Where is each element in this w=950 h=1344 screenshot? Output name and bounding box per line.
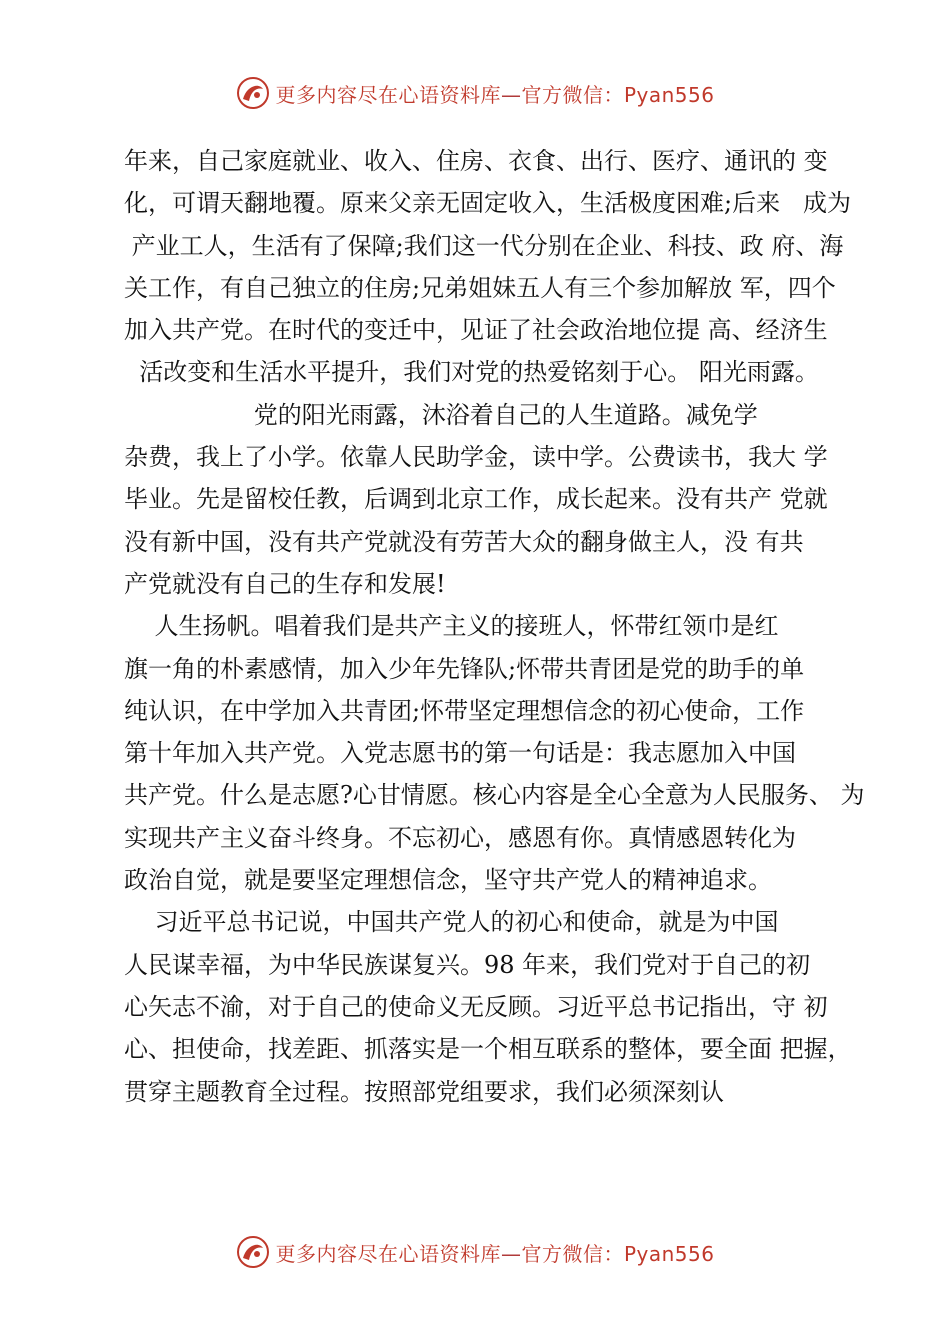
text-line: 心、担使命，找差距、抓落实是一个相互联系的整体，要全面 把握， <box>124 1035 852 1064</box>
text-line: 加入共产党。在时代的变迁中，见证了社会政治地位提 高、经济生 <box>124 316 828 345</box>
text-line: 实现共产主义奋斗终身。不忘初心，感恩有你。真情感恩转化为 <box>124 823 796 852</box>
text-line: 政治自觉，就是要坚定理想信念，坚守共产党人的精神追求。 <box>124 866 772 895</box>
text-line: 关工作，有自己独立的住房;兄弟姐妹五人有三个参加解放 军，四个 <box>124 273 836 302</box>
logo-icon <box>235 1234 271 1270</box>
text-line: 产党就没有自己的生存和发展! <box>124 569 446 598</box>
banner-separator: — <box>500 1241 522 1266</box>
text-line: 旗一角的朴素感情，加入少年先锋队;怀带共青团是党的助手的单 <box>124 654 805 683</box>
document-body <box>124 140 865 1113</box>
footer-banner <box>0 1232 950 1272</box>
text-line: 活改变和生活水平提升，我们对党的热爱铭刻于心。 阳光雨露。 <box>124 358 819 387</box>
text-line: 化，可谓天翻地覆。原来父亲无固定收入，生活极度困难;后来 成为 <box>124 189 851 218</box>
text-line: 杂费，我上了小学。依靠人民助学金，读中学。公费读书，我大 学 <box>124 443 828 472</box>
text-line: 毕业。先是留校任教，后调到北京工作，成长起来。没有共产 党就 <box>124 485 828 514</box>
banner-brand: 更多内容尽在心语资料库 <box>275 1241 501 1266</box>
banner-wechat: 官方微信：Pyan556 <box>521 82 715 107</box>
banner-brand: 更多内容尽在心语资料库 <box>275 82 501 107</box>
header-banner <box>0 73 950 113</box>
banner-wechat: 官方微信：Pyan556 <box>521 1241 715 1266</box>
text-line: 没有新中国，没有共产党就没有劳苦大众的翻身做主人，没 有共 <box>124 527 804 556</box>
banner-separator: — <box>500 82 522 107</box>
text-line: 第十年加入共产党。入党志愿书的第一句话是：我志愿加入中国 <box>124 739 796 768</box>
text-line: 产业工人，生活有了保障;我们这一代分别在企业、科技、政 府、海 <box>124 231 844 260</box>
text-line: 共产党。什么是志愿?心甘情愿。核心内容是全心全意为人民服务、 为 <box>124 781 865 810</box>
banner-text <box>275 79 714 108</box>
text-line: 心矢志不渝，对于自己的使命义无反顾。习近平总书记指出，守 初 <box>124 992 828 1021</box>
text-line: 贯穿主题教育全过程。按照部党组要求，我们必须深刻认 <box>124 1077 724 1106</box>
logo-icon <box>235 75 271 111</box>
text-line: 人生扬帆。唱着我们是共产主义的接班人，怀带红领巾是红 <box>124 612 779 641</box>
text-line: 纯认识，在中学加入共青团;怀带坚定理想信念的初心使命，工作 <box>124 696 805 725</box>
banner-text <box>275 1238 714 1267</box>
text-line: 年来，自己家庭就业、收入、住房、衣食、出行、医疗、通讯的 变 <box>124 147 828 175</box>
text-line: 习近平总书记说，中国共产党人的初心和使命，就是为中国 <box>124 908 779 937</box>
text-line: 人民谋幸福，为中华民族谋复兴。98 年来，我们党对于自己的初 <box>124 950 811 979</box>
text-line: 党的阳光雨露，沐浴着自己的人生道路。减免学 <box>124 400 758 429</box>
